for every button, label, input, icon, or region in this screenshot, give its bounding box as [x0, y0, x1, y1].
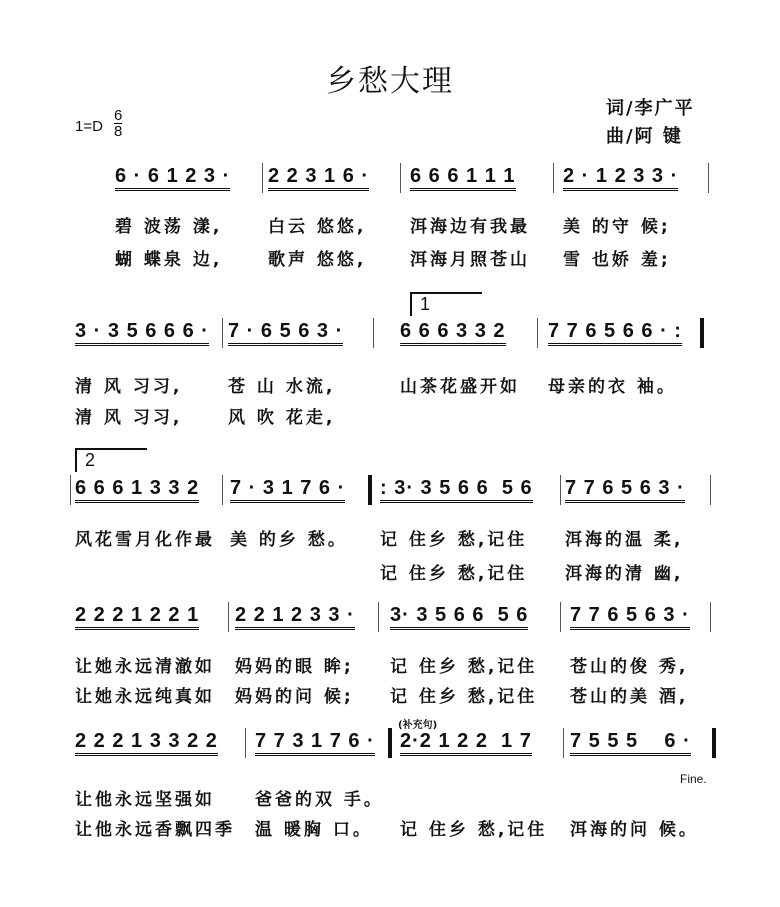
key-signature: 1=D: [75, 118, 103, 135]
barline: [262, 163, 263, 193]
measure-notes: 7 7 6 5 6 3 ·: [570, 604, 690, 630]
lyric-segment: 碧 波荡 漾,: [115, 217, 223, 237]
measure-notes: 7 7 6 5 6 3 ·: [565, 477, 685, 503]
measure: [570, 730, 691, 753]
lyric-segment: 山茶花盛开如: [400, 377, 520, 397]
measure: [400, 320, 506, 343]
lyric-segment: 妈妈的问 候;: [235, 687, 354, 707]
double-barline: [700, 318, 704, 348]
lyric-segment: 记 住乡 愁,记住: [390, 687, 538, 707]
measure: [75, 604, 199, 627]
lyric-segment: 记 住乡 愁,记住: [380, 530, 528, 550]
lyric-segment: 让他永远香飘四季: [75, 820, 235, 840]
lyric-segment: 苍山的美 酒,: [570, 687, 689, 707]
barline: [710, 602, 711, 632]
lyric-segment: 美 的守 候;: [563, 217, 671, 237]
lyric-segment: 让他永远坚强如: [75, 790, 215, 810]
measure-notes: 2 2 2 1 2 2 1: [75, 604, 199, 630]
measure-notes: 6 6 6 1 3 3 2: [75, 477, 199, 503]
double-barline: [712, 728, 716, 758]
song-title: 乡愁大理: [326, 64, 454, 99]
measure: [255, 730, 375, 753]
measure: [115, 165, 230, 188]
barline: [222, 475, 223, 505]
measure-notes: 2·2 1 2 2 1 7: [400, 730, 532, 756]
barline: [373, 318, 374, 348]
time-signature: [114, 108, 122, 139]
lyric-segment: 洱海的问 候。: [570, 820, 699, 840]
lyric-segment: 苍 山 水流,: [228, 377, 336, 397]
lyric-segment: 雪 也娇 羞;: [563, 250, 671, 270]
volta-1: 1: [410, 292, 482, 316]
lyric-segment: 风花雪月化作最: [75, 530, 215, 550]
measure-notes: 7 7 6 5 6 6 · :: [548, 320, 682, 346]
lyric-segment: 风 吹 花走,: [228, 408, 336, 428]
barline: [563, 728, 564, 758]
measure-notes: 7 7 3 1 7 6 ·: [255, 730, 375, 756]
barline: [70, 475, 71, 505]
measure: [230, 477, 345, 500]
lyric-segment: 歌声 悠悠,: [268, 250, 367, 270]
lyric-segment: 温 暖胸 口。: [255, 820, 373, 840]
lyric-segment: 记 住乡 愁,记住: [400, 820, 548, 840]
lyricist-credit: 词/李广平: [606, 98, 695, 119]
fine-marker: Fine.: [680, 772, 707, 786]
lyric-segment: 妈妈的眼 眸;: [235, 657, 354, 677]
measure: [228, 320, 343, 343]
barline: [228, 602, 229, 632]
barline: [378, 602, 379, 632]
time-denominator: 8: [114, 123, 123, 140]
lyric-segment: 洱海的清 幽,: [565, 564, 684, 584]
barline: [710, 475, 711, 505]
lyric-segment: 苍山的俊 秀,: [570, 657, 689, 677]
measure: [563, 165, 678, 188]
measure-notes: : 3· 3 5 6 6 5 6: [380, 477, 533, 503]
measure: [235, 604, 355, 627]
measure-notes: 7 5 5 5 6 ·: [570, 730, 691, 756]
measure-notes: 6 · 6 1 2 3 ·: [115, 165, 230, 191]
measure: [268, 165, 369, 188]
lyric-segment: 洱海的温 柔,: [565, 530, 684, 550]
measure-notes: 3· 3 5 6 6 5 6: [390, 604, 528, 630]
barline: [560, 475, 561, 505]
measure: [400, 730, 532, 753]
volta-2: 2: [75, 448, 147, 472]
barline: [537, 318, 538, 348]
barline: [400, 163, 401, 193]
measure: [390, 604, 528, 627]
measure: [570, 604, 690, 627]
lyric-segment: 让她永远清澈如: [75, 657, 215, 677]
time-numerator: 6: [114, 107, 123, 124]
lyric-segment: 清 风 习习,: [75, 408, 183, 428]
lyric-segment: 记 住乡 愁,记住: [380, 564, 528, 584]
lyric-segment: 爸爸的双 手。: [255, 790, 384, 810]
barline: [708, 163, 709, 193]
measure-notes: 6 6 6 3 3 2: [400, 320, 506, 346]
lyric-segment: 母亲的衣 袖。: [548, 377, 677, 397]
measure-notes: 2 · 1 2 3 3 ·: [563, 165, 678, 191]
lyric-segment: 美 的乡 愁。: [230, 530, 348, 550]
lyric-segment: 清 风 习习,: [75, 377, 183, 397]
double-barline: [368, 475, 372, 505]
lyric-segment: 白云 悠悠,: [268, 217, 367, 237]
measure: [75, 320, 209, 343]
lyric-segment: 蝴 蝶泉 边,: [115, 250, 223, 270]
measure: [565, 477, 685, 500]
measure-notes: 7 · 3 1 7 6 ·: [230, 477, 345, 503]
measure: [75, 477, 199, 500]
barline: [245, 728, 246, 758]
measure-notes: 2 2 1 2 3 3 ·: [235, 604, 355, 630]
barline: [222, 318, 223, 348]
measure-notes: 6 6 6 1 1 1: [410, 165, 516, 191]
measure-notes: 7 · 6 5 6 3 ·: [228, 320, 343, 346]
measure-notes: 2 2 2 1 3 3 2 2: [75, 730, 218, 756]
barline: [553, 163, 554, 193]
lyric-segment: 让她永远纯真如: [75, 687, 215, 707]
measure-notes: 3 · 3 5 6 6 6 ·: [75, 320, 209, 346]
composer-credit: 曲/阿 键: [606, 126, 683, 147]
lyric-segment: 洱海边有我最: [410, 217, 530, 237]
measure: [548, 320, 682, 343]
measure: [410, 165, 516, 188]
supplement-label: (补充句): [398, 720, 438, 731]
lyric-segment: 洱海月照苍山: [410, 250, 530, 270]
measure-notes: 2 2 3 1 6 ·: [268, 165, 369, 191]
measure: [380, 477, 533, 500]
lyric-segment: 记 住乡 愁,记住: [390, 657, 538, 677]
barline: [560, 602, 561, 632]
measure: [75, 730, 218, 753]
double-barline: [388, 728, 392, 758]
